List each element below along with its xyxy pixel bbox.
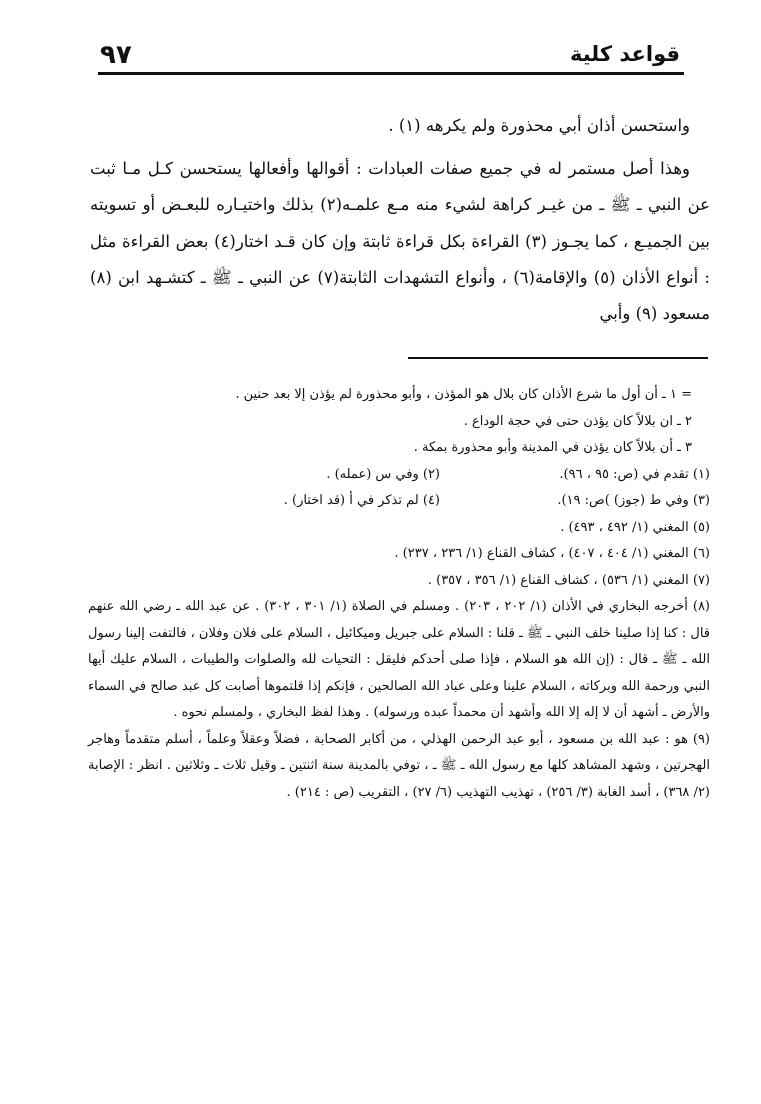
footnote-6: (٦) المغني (١/ ٤٠٤ ، ٤٠٧) ، كشاف القناع (١/ ٢٣٦ ، ٢٣٧) . (394, 546, 710, 561)
footnote-separator (408, 357, 708, 359)
footnotes (88, 382, 710, 806)
page-header (100, 40, 680, 74)
footnote-pair-1 (88, 462, 710, 489)
footnote-pair-2 (88, 488, 710, 515)
footnote-4: (٤) لم تذكر في أ (قد اختار) . (283, 493, 440, 508)
paragraph-1: واستحسن أذان أبي محذورة ولم يكرهه (١) . (388, 116, 690, 135)
page-number: ٩٧ (100, 40, 132, 70)
footnote-continuation-3: ٣ ـ أن بلالاً كان يؤذن في المدينة وأبو محذورة بمكة . (413, 440, 692, 455)
footnote-9: (٩) هو : عبد الله بن مسعود ، أبو عبد الرحمن الهذلي ، من أكابر الصحابة ، فضلاً وعقلاً وعلماً ، أسلم متقدماً وهاجر الهجرتين ، وشهد المشاهد كلها مع رسول الله ـ ﷺ ـ ، توفي بالمدينة سنة اثنتين ـ وقيل ثلاث ـ وثلاثين . انظر : الإصابة (٢/ ٣٦٨) ، أسد الغابة (٣/ ٢٥٦) ، تهذيب التهذيب (٦/ ٢٧) ، التقريب (ص : ٢١٤) . (88, 731, 710, 800)
main-text (90, 108, 710, 332)
footnote-continuation-1: = ١ ـ أن أول ما شرع الأذان كان بلال هو المؤذن ، وأبو محذورة لم يؤذن إلا بعد حنين . (235, 387, 692, 402)
footnote-2: (٢) وفي س (عمله) . (326, 466, 440, 482)
footnote-1: (١) تقدم في (ص: ٩٥ ، ٩٦). (559, 466, 710, 482)
footnote-3: (٣) وفي ط (جوز) )ص: ١٩). (557, 493, 710, 508)
footnote-5: (٥) المغني (١/ ٤٩٢ ، ٤٩٣) . (560, 519, 710, 535)
footnote-7: (٧) المغني (١/ ٥٣٦) ، كشاف القناع (١/ ٣٥٦ ، ٣٥٧) . (427, 572, 710, 588)
paragraph-2: وهذا أصل مستمر له في جميع صفات العبادات : أقوالها وأفعالها يستحسن كـل مـا ثبت عن النبي ـ ﷺ ـ من غيـر كراهة لشيء منه مـع علمـه(٢) بذلك واختيـاره للبعـض أو تسويته بين الجميـع ، كما يجـوز (٣) القراءة بكل قراءة ثابتة وإن كان قـد اختار(٤) بعض القراءة مثل : أنواع الأذان (٥) والإقامة(٦) ، وأنواع التشهدات الثابتة(٧) عن النبي ـ ﷺ ـ كتشـهد ابن (٨) مسعود (٩) وأبي (90, 159, 710, 324)
header-rule (98, 72, 684, 75)
footnote-8: (٨) أخرجه البخاري في الأذان (١/ ٢٠٢ ، ٢٠٣) . ومسلم في الصلاة (١/ ٣٠١ ، ٣٠٢) . عن عبد الله ـ رضي الله عنهم قال : كنا إذا صلينا خلف النبي ـ ﷺ ـ قلنا : السلام على جبريل وميكائيل ، السلام على فلان وفلان ، فالتفت إلينا رسول الله ـ ﷺ ـ قال : (إن الله هو السلام ، فإذا صلى أحدكم فليقل : التحيات لله والصلوات والطيبات ، السلام عليك أيها النبي ورحمة الله وبركاته ، السلام علينا وعلى عباد الله الصالحين ، فإنكم إذا قلتموها أصابت كل عبد صالح في السماء والأرض ـ أشهد أن لا إله إلا الله وأشهد أن محمداً عبده ورسوله) . وهذا لفظ البخاري ، ولمسلم نحوه . (88, 599, 710, 720)
running-title: قواعد كلية (570, 42, 680, 66)
footnote-continuation-2: ٢ ـ ان بلالاً كان يؤذن حتى في حجة الوداع . (463, 413, 692, 429)
